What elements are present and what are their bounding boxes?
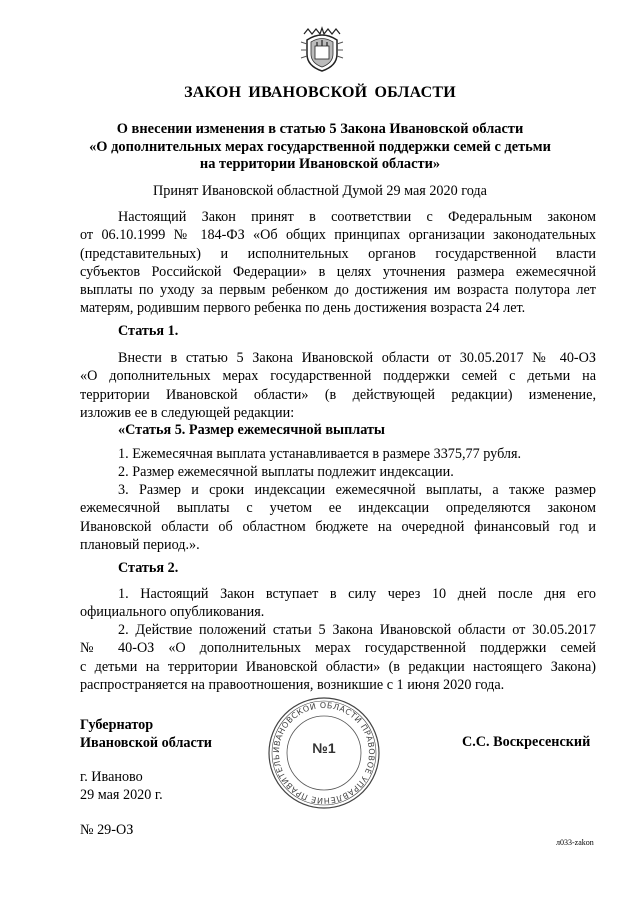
text-line: Внести в статью 5 Закона Ивановской области от 30.05.2017 № 40-ОЗ: [118, 350, 596, 366]
quoted-article-5-heading: «Статья 5. Размер ежемесячной выплаты: [118, 422, 385, 438]
governor-title: [80, 716, 212, 752]
law-number: № 29-ОЗ: [80, 822, 134, 838]
text-line: 2. Размер ежемесячной выплаты подлежит индексации.: [118, 464, 454, 480]
subtitle-line: на территории Ивановской области»: [199, 156, 441, 172]
text-line: плановый период.».: [80, 536, 200, 553]
text-line: выплаты по уходу за первым ребенком до достижения им возраста полутора лет: [80, 282, 596, 299]
law-subtitle: [70, 121, 570, 174]
article-1-intro: [80, 349, 596, 422]
preamble-paragraph: [80, 208, 596, 318]
text-line: (представительных) и исполнительных органов государственной власти: [80, 245, 596, 262]
text-line: Ивановской области об областном бюджете на очередной финансовый год и: [80, 518, 596, 535]
article-5-item-2: [80, 463, 596, 481]
governor-position: Губернатор: [80, 717, 154, 733]
text-line: матерям, родившим первого ребенка по день достижения возраста 24 лет.: [80, 300, 526, 317]
law-title: ЗАКОН ИВАНОВСКОЙ ОБЛАСТИ: [184, 84, 456, 101]
text-line: № 40-ОЗ «О дополнительных мерах государственной поддержки семей: [80, 640, 596, 657]
city: г. Иваново: [80, 769, 143, 785]
text-line: распространяется на правоотношения, возникшие с 1 июня 2020 года.: [80, 676, 505, 693]
article-1-heading: Статья 1.: [118, 323, 179, 339]
text-line: с детьми на территории Ивановской области» (в редакции настоящего Закона): [80, 658, 596, 675]
place-and-date: [80, 768, 163, 804]
text-line: ежемесячной выплаты с учетом ее индексации определяются законом: [80, 500, 596, 517]
text-line: субъектов Российской Федерации» в целях уточнения размера ежемесячной: [80, 263, 596, 280]
subtitle-line: О внесении изменения в статью 5 Закона Ивановской области: [116, 121, 524, 137]
article-5-item-3: [80, 481, 596, 554]
text-line: 3. Размер и сроки индексации ежемесячной выплаты, а также размер: [118, 482, 596, 498]
document-id: л033-zakon: [556, 838, 594, 847]
text-line: 1. Ежемесячная выплата устанавливается в размере 3375,77 рубля.: [118, 446, 522, 462]
subtitle-line: «О дополнительных мерах государственной поддержки семей с детьми: [89, 138, 551, 155]
coat-of-arms-icon: [298, 26, 346, 74]
article-2-heading: Статья 2.: [118, 560, 179, 576]
governor-name: С.С. Воскресенский: [462, 734, 591, 750]
text-line: 2. Действие положений статьи 5 Закона Ивановской области от 30.05.2017: [118, 622, 596, 638]
stamp-number: №1: [312, 740, 336, 756]
svg-text:ИВАНОВСКОЙ ОБЛАСТИ ПРАВОВОЕ УП: ИВАНОВСКОЙ ОБЛАСТИ ПРАВОВОЕ УПРАВЛЕНИЕ ПРАВИТЕЛЬ: [271, 700, 377, 806]
text-line: территории Ивановской области» (в действующей редакции) изменение,: [80, 386, 596, 403]
signing-date: 29 мая 2020 г.: [80, 787, 163, 803]
text-line: «О дополнительных мерах государственной поддержки семей с детьми на: [80, 368, 596, 385]
official-stamp: [266, 695, 382, 811]
adoption-note: Принят Ивановской областной Думой 29 мая 2020 года: [153, 183, 487, 199]
text-line: 1. Настоящий Закон вступает в силу через 10 дней после дня его: [118, 586, 596, 602]
text-line: изложив ее в следующей редакции:: [80, 404, 295, 421]
article-2-item-2: [80, 621, 596, 694]
article-2-item-1: [80, 585, 596, 622]
text-line: от 06.10.1999 № 184-ФЗ «Об общих принципах организации законодательных: [80, 227, 596, 244]
governor-region: Ивановской области: [80, 735, 212, 751]
text-line: Настоящий Закон принят в соответствии с Федеральным законом: [118, 209, 596, 225]
article-5-item-1: [80, 445, 596, 463]
text-line: официального опубликования.: [80, 604, 265, 621]
